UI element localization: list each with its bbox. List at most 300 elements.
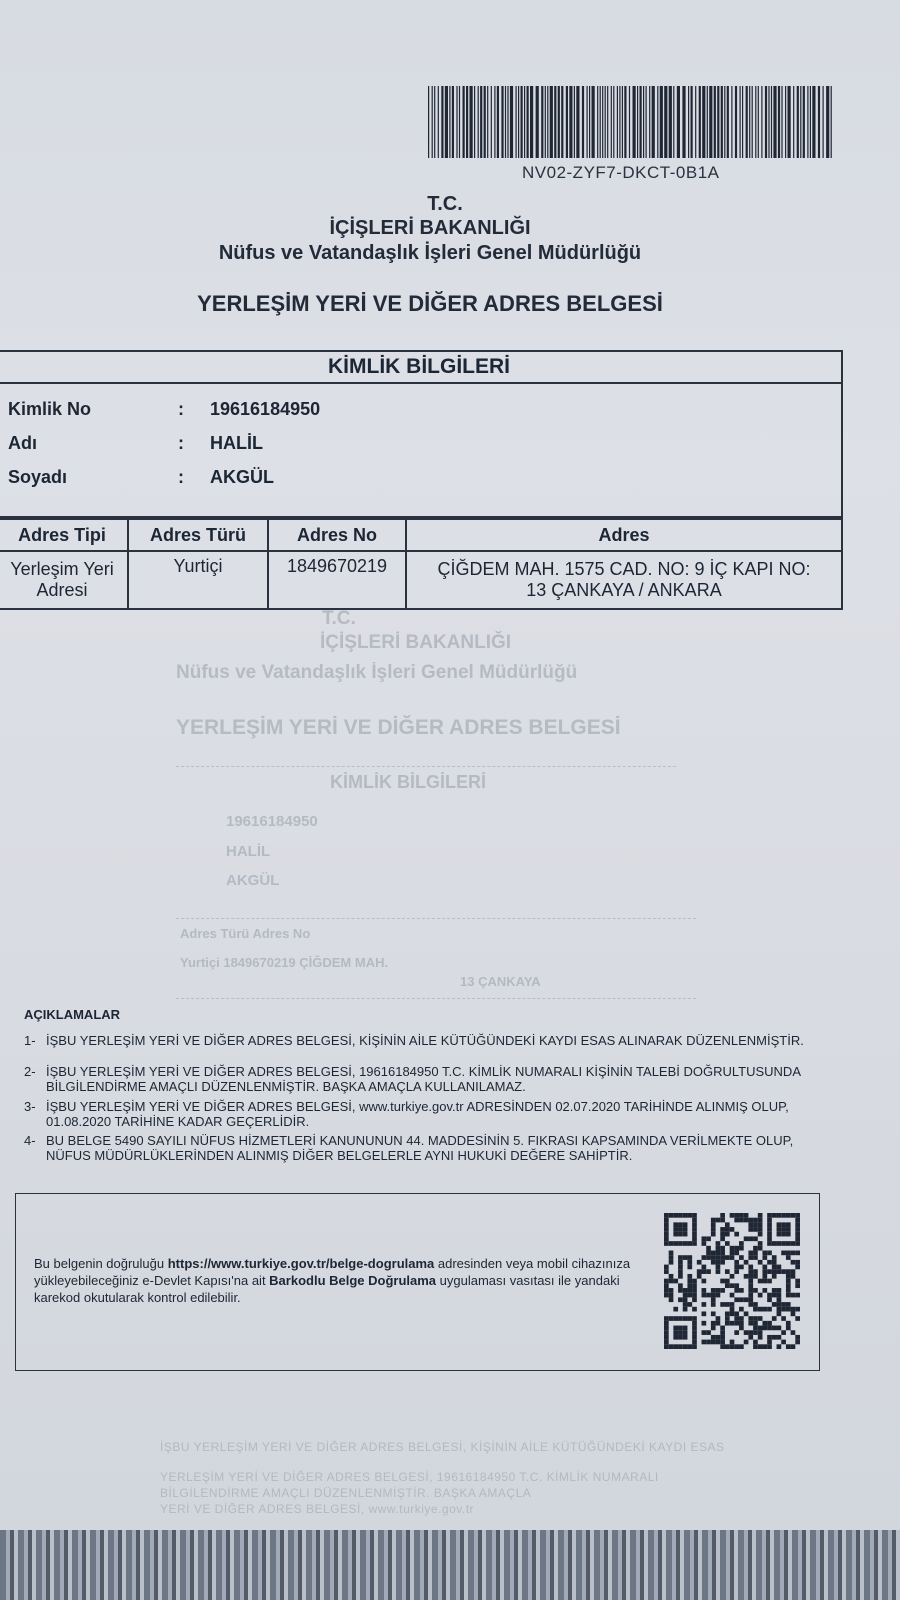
qr-module: [720, 1330, 725, 1335]
qr-module: [795, 1316, 800, 1321]
qr-module: [748, 1218, 753, 1223]
qr-module: [673, 1316, 678, 1321]
qr-module: [683, 1255, 688, 1260]
qr-module: [791, 1269, 796, 1274]
qr-module: [753, 1344, 758, 1349]
qr-module: [777, 1288, 782, 1293]
qr-module: [692, 1330, 697, 1335]
qr-module: [791, 1330, 796, 1335]
barcode-bar: [507, 86, 508, 158]
qr-module: [716, 1321, 721, 1326]
qr-module: [795, 1232, 800, 1237]
barcode-bar: [812, 86, 815, 158]
column-header: Adres No: [268, 519, 406, 551]
qr-module: [692, 1241, 697, 1246]
qr-module: [683, 1232, 688, 1237]
qr-module: [748, 1269, 753, 1274]
barcode-bar: [432, 86, 433, 158]
qr-module: [697, 1274, 702, 1279]
qr-module: [664, 1269, 669, 1274]
qr-module: [795, 1265, 800, 1270]
ghost-text: Yurtiçi 1849670219 ÇİĞDEM MAH.: [180, 955, 389, 970]
table-row: [0, 551, 842, 609]
qr-module: [767, 1326, 772, 1331]
qr-module: [795, 1227, 800, 1232]
qr-module: [772, 1269, 777, 1274]
qr-module: [678, 1265, 683, 1270]
qr-module: [702, 1265, 707, 1270]
qr-module: [716, 1241, 721, 1246]
note-item: [24, 1099, 804, 1129]
qr-module: [720, 1213, 725, 1218]
qr-module: [777, 1311, 782, 1316]
qr-module: [781, 1269, 786, 1274]
barcode-bar: [480, 86, 482, 158]
qr-module: [664, 1340, 669, 1345]
qr-module: [739, 1297, 744, 1302]
qr-module: [786, 1302, 791, 1307]
qr-module: [720, 1227, 725, 1232]
qr-module: [744, 1330, 749, 1335]
note-item: [24, 1033, 804, 1048]
qr-module: [664, 1293, 669, 1298]
verification-text-part: Bu belgenin doğruluğu: [34, 1256, 168, 1271]
barcode-bar: [818, 86, 820, 158]
qr-module: [762, 1279, 767, 1284]
qr-module: [730, 1283, 735, 1288]
qr-module: [753, 1288, 758, 1293]
qr-module: [758, 1335, 763, 1340]
barcode-bar: [434, 86, 435, 158]
qr-module: [692, 1293, 697, 1298]
qr-module: [683, 1222, 688, 1227]
qr-module: [767, 1293, 772, 1298]
qr-module: [687, 1288, 692, 1293]
barcode-bar: [742, 86, 743, 158]
qr-module: [711, 1311, 716, 1316]
qr-module: [734, 1297, 739, 1302]
back-page-text: YERİ VE DİĞER ADRES BELGESİ, www.turkiye.gov.tr: [160, 1502, 475, 1516]
qr-module: [673, 1279, 678, 1284]
barcode-bar: [688, 86, 689, 158]
qr-module: [758, 1326, 763, 1331]
qr-module: [767, 1340, 772, 1345]
qr-module: [716, 1255, 721, 1260]
qr-module: [734, 1260, 739, 1265]
qr-module: [720, 1302, 725, 1307]
note-text: İŞBU YERLEŞİM YERİ VE DİĞER ADRES BELGESİ, KİŞİNİN AİLE KÜTÜĞÜNDEKİ KAYDI ESAS ALINARAK DÜZENLENMİŞTİR.: [46, 1033, 804, 1048]
verification-text-part: adresinden veya mobil cihazınıza yükleyebileceğiniz e-Devlet Kapısı'na ait: [34, 1256, 631, 1288]
barcode-bar: [505, 86, 506, 158]
qr-module: [720, 1246, 725, 1251]
identity-value: AKGÜL: [210, 467, 274, 487]
back-page-text: İŞBU YERLEŞİM YERİ VE DİĞER ADRES BELGESİ, KİŞİNİN AİLE KÜTÜĞÜNDEKİ KAYDI ESAS: [160, 1440, 725, 1454]
qr-module: [734, 1265, 739, 1270]
barcode-bar: [778, 86, 780, 158]
qr-module: [734, 1321, 739, 1326]
qr-module: [669, 1255, 674, 1260]
qr-module: [762, 1288, 767, 1293]
qr-module: [795, 1335, 800, 1340]
qr-module: [786, 1283, 791, 1288]
identity-colon: :: [178, 399, 184, 419]
qr-module: [678, 1283, 683, 1288]
qr-module: [692, 1222, 697, 1227]
qr-module: [786, 1321, 791, 1326]
qr-module: [725, 1232, 730, 1237]
qr-module: [711, 1232, 716, 1237]
barcode-bar: [452, 86, 454, 158]
barcode-bar: [582, 86, 584, 158]
qr-module: [777, 1222, 782, 1227]
qr-module: [673, 1307, 678, 1312]
barcode-bar: [428, 86, 429, 158]
qr-module: [791, 1251, 796, 1256]
qr-module: [683, 1344, 688, 1349]
qr-module: [772, 1260, 777, 1265]
qr-module: [739, 1344, 744, 1349]
qr-module: [711, 1251, 716, 1256]
qr-module: [706, 1269, 711, 1274]
qr-module: [730, 1311, 735, 1316]
barcode-bar: [803, 86, 805, 158]
barcode-bar: [484, 86, 486, 158]
barcode-bar: [566, 86, 568, 158]
barcode-bar: [561, 86, 563, 158]
qr-module: [725, 1269, 730, 1274]
qr-module: [753, 1236, 758, 1241]
qr-module: [711, 1222, 716, 1227]
barcode-bar: [622, 86, 623, 158]
qr-module: [673, 1344, 678, 1349]
qr-module: [683, 1326, 688, 1331]
barcode-bar: [721, 86, 723, 158]
address-type-cell: [0, 551, 128, 609]
qr-module: [767, 1279, 772, 1284]
note-text: İŞBU YERLEŞİM YERİ VE DİĞER ADRES BELGESİ, www.turkiye.gov.tr ADRESİNDEN 02.07.2020 TARİHİNDE ALINMIŞ OLUP, 01.08.2020 TARİHİNE KADAR GEÇERLİDİR.: [46, 1099, 789, 1129]
qr-module: [795, 1307, 800, 1312]
qr-module: [664, 1321, 669, 1326]
barcode-bar: [826, 86, 829, 158]
qr-module: [748, 1316, 753, 1321]
note-number: 1-: [24, 1033, 36, 1048]
qr-module: [664, 1326, 669, 1331]
qr-module: [678, 1241, 683, 1246]
qr-module: [767, 1236, 772, 1241]
qr-module: [753, 1307, 758, 1312]
qr-module: [692, 1232, 697, 1237]
qr-module: [772, 1265, 777, 1270]
qr-module: [673, 1213, 678, 1218]
barcode-bar: [752, 86, 753, 158]
qr-module: [716, 1340, 721, 1345]
qr-module: [678, 1297, 683, 1302]
qr-module: [767, 1218, 772, 1223]
barcode-bar: [491, 86, 492, 158]
qr-module: [762, 1255, 767, 1260]
qr-module: [791, 1213, 796, 1218]
qr-module: [753, 1222, 758, 1227]
qr-module: [687, 1274, 692, 1279]
barcode-bar: [677, 86, 680, 158]
qr-module: [711, 1218, 716, 1223]
qr-module: [795, 1218, 800, 1223]
qr-module: [673, 1326, 678, 1331]
qr-module: [730, 1340, 735, 1345]
qr-module: [702, 1279, 707, 1284]
barcode-bar: [637, 86, 638, 158]
barcode-bar: [587, 86, 588, 158]
identity-row-soyadi: [8, 467, 274, 488]
qr-module: [669, 1260, 674, 1265]
barcode-bar: [474, 86, 475, 158]
qr-module: [711, 1227, 716, 1232]
qr-module: [758, 1246, 763, 1251]
qr-module: [702, 1288, 707, 1293]
note-text: İŞBU YERLEŞİM YERİ VE DİĞER ADRES BELGESİ, 19616184950 T.C. KİMLİK NUMARALI KİŞİNİN TALEBİ DOĞRULTUSUNDA BİLGİLENDİRME AMAÇLI DÜZENLENMİŞTİR. BAŞKA AMAÇLA KULLANILAMAZ.: [46, 1064, 801, 1094]
qr-module: [748, 1330, 753, 1335]
qr-module: [683, 1227, 688, 1232]
ghost-text: 13 ÇANKAYA: [460, 974, 541, 989]
barcode-bar: [740, 86, 741, 158]
qr-module: [669, 1293, 674, 1298]
barcode-bar: [449, 86, 450, 158]
qr-module: [744, 1274, 749, 1279]
qr-module: [720, 1288, 725, 1293]
qr-module: [791, 1274, 796, 1279]
barcode-bar: [459, 86, 460, 158]
qr-module: [720, 1340, 725, 1345]
qr-module: [739, 1241, 744, 1246]
qr-module: [716, 1260, 721, 1265]
qr-module: [716, 1218, 721, 1223]
ghost-text: Nüfus ve Vatandaşlık İşleri Genel Müdürlüğü: [176, 662, 578, 683]
qr-module: [786, 1279, 791, 1284]
barcode-bar: [731, 86, 732, 158]
barcode-bar: [771, 86, 772, 158]
barcode-bar: [605, 86, 606, 158]
qr-module: [753, 1274, 758, 1279]
qr-module: [795, 1279, 800, 1284]
qr-module: [744, 1311, 749, 1316]
barcode-bar: [657, 86, 658, 158]
qr-module: [716, 1288, 721, 1293]
barcode-bar: [597, 86, 598, 158]
qr-module: [748, 1227, 753, 1232]
qr-module: [678, 1274, 683, 1279]
qr-module: [744, 1260, 749, 1265]
qr-module: [753, 1218, 758, 1223]
qr-module: [777, 1335, 782, 1340]
qr-module: [739, 1213, 744, 1218]
qr-module: [739, 1218, 744, 1223]
qr-module: [795, 1293, 800, 1298]
qr-module: [786, 1288, 791, 1293]
qr-module: [781, 1222, 786, 1227]
barcode-bar: [550, 86, 553, 158]
qr-module: [706, 1340, 711, 1345]
qr-module: [692, 1344, 697, 1349]
barcode-bar: [724, 86, 725, 158]
qr-module: [687, 1265, 692, 1270]
qr-module: [748, 1297, 753, 1302]
ghost-text: YERLEŞİM YERİ VE DİĞER ADRES BELGESİ: [176, 716, 621, 739]
qr-module: [725, 1283, 730, 1288]
qr-module: [664, 1283, 669, 1288]
qr-module: [678, 1335, 683, 1340]
barcode-bar: [714, 86, 716, 158]
qr-module: [791, 1260, 796, 1265]
barcode-bar: [673, 86, 674, 158]
qr-module: [795, 1222, 800, 1227]
qr-module: [706, 1236, 711, 1241]
qr-module: [702, 1311, 707, 1316]
qr-module: [734, 1330, 739, 1335]
qr-module: [744, 1218, 749, 1223]
address-table: [0, 518, 843, 610]
barcode-bar: [547, 86, 548, 158]
barcode-bar: [494, 86, 495, 158]
qr-module: [669, 1274, 674, 1279]
qr-module: [683, 1316, 688, 1321]
qr-module: [692, 1321, 697, 1326]
qr-module: [711, 1293, 716, 1298]
address-line: 13 ÇANKAYA / ANKARA: [526, 580, 722, 600]
barcode-bar: [669, 86, 672, 158]
qr-module: [762, 1265, 767, 1270]
qr-module: [753, 1321, 758, 1326]
barcode-bar: [463, 86, 465, 158]
qr-module: [664, 1288, 669, 1293]
column-header: Adres Tipi: [0, 519, 128, 551]
qr-module: [758, 1344, 763, 1349]
identity-label: Adı: [8, 433, 37, 453]
qr-module: [706, 1330, 711, 1335]
qr-module: [664, 1232, 669, 1237]
barcode-bar: [600, 86, 601, 158]
qr-module: [725, 1311, 730, 1316]
identity-row-kimlik-no: [8, 399, 320, 420]
qr-module: [678, 1227, 683, 1232]
qr-module: [692, 1288, 697, 1293]
qr-module: [767, 1213, 772, 1218]
qr-module: [725, 1241, 730, 1246]
qr-module: [692, 1279, 697, 1284]
qr-module: [664, 1213, 669, 1218]
barcode-bar: [717, 86, 719, 158]
qr-module: [777, 1307, 782, 1312]
barcode-bar: [643, 86, 644, 158]
barcode-bar: [441, 86, 443, 158]
qr-module: [678, 1326, 683, 1331]
qr-module: [673, 1330, 678, 1335]
qr-module: [702, 1293, 707, 1298]
qr-module: [669, 1241, 674, 1246]
barcode-bar: [569, 86, 572, 158]
qr-module: [716, 1293, 721, 1298]
qr-module: [702, 1321, 707, 1326]
notes-title: AÇIKLAMALAR: [24, 1007, 121, 1022]
qr-module: [720, 1255, 725, 1260]
barcode-bar: [478, 86, 479, 158]
qr-module: [758, 1222, 763, 1227]
qr-module: [692, 1283, 697, 1288]
qr-module: [767, 1307, 772, 1312]
qr-module: [772, 1293, 777, 1298]
barcode-bar: [521, 86, 523, 158]
qr-module: [758, 1293, 763, 1298]
address-table-header: [0, 519, 842, 551]
barcode-bar: [709, 86, 712, 158]
qr-module: [767, 1251, 772, 1256]
qr-module: [734, 1218, 739, 1223]
qr-module: [753, 1246, 758, 1251]
qr-module: [781, 1251, 786, 1256]
qr-module: [683, 1288, 688, 1293]
qr-module: [687, 1293, 692, 1298]
barcode-bar: [761, 86, 762, 158]
qr-module: [767, 1344, 772, 1349]
qr-module: [767, 1335, 772, 1340]
qr-module: [734, 1232, 739, 1237]
qr-module: [697, 1269, 702, 1274]
verification-app-name: Barkodlu Belge Doğrulama: [269, 1273, 437, 1288]
qr-module: [720, 1232, 725, 1237]
qr-module: [730, 1255, 735, 1260]
qr-module: [687, 1279, 692, 1284]
qr-module: [786, 1307, 791, 1312]
qr-module: [739, 1265, 744, 1270]
barcode-bar: [574, 86, 575, 158]
barcode-bar: [707, 86, 708, 158]
address-cell: [406, 551, 842, 609]
qr-module: [678, 1222, 683, 1227]
qr-module: [725, 1344, 730, 1349]
qr-module: [692, 1335, 697, 1340]
barcode-bar: [768, 86, 769, 158]
barcode-bar: [456, 86, 457, 158]
qr-module: [687, 1302, 692, 1307]
qr-module: [758, 1260, 763, 1265]
qr-module: [748, 1321, 753, 1326]
qr-module: [669, 1297, 674, 1302]
qr-module: [753, 1330, 758, 1335]
qr-module: [739, 1288, 744, 1293]
qr-module: [777, 1293, 782, 1298]
qr-module: [730, 1274, 735, 1279]
qr-module: [706, 1293, 711, 1298]
qr-module: [673, 1241, 678, 1246]
qr-module: [781, 1227, 786, 1232]
qr-module: [692, 1340, 697, 1345]
header-directorate: Nüfus ve Vatandaşlık İşleri Genel Müdürlüğü: [218, 242, 642, 264]
barcode-bar: [765, 86, 767, 158]
barcode-bar: [649, 86, 650, 158]
page-title: YERLEŞİM YERİ VE DİĞER ADRES BELGESİ: [197, 291, 663, 316]
qr-module: [725, 1227, 730, 1232]
barcode-bar: [617, 86, 618, 158]
qr-module: [786, 1232, 791, 1237]
qr-module: [758, 1213, 763, 1218]
qr-module: [734, 1344, 739, 1349]
barcode-bar: [624, 86, 626, 158]
qr-module: [734, 1269, 739, 1274]
qr-module: [687, 1255, 692, 1260]
barcode-bar: [682, 86, 685, 158]
note-number: 4-: [24, 1133, 36, 1148]
qr-module: [767, 1232, 772, 1237]
qr-module: [730, 1302, 735, 1307]
